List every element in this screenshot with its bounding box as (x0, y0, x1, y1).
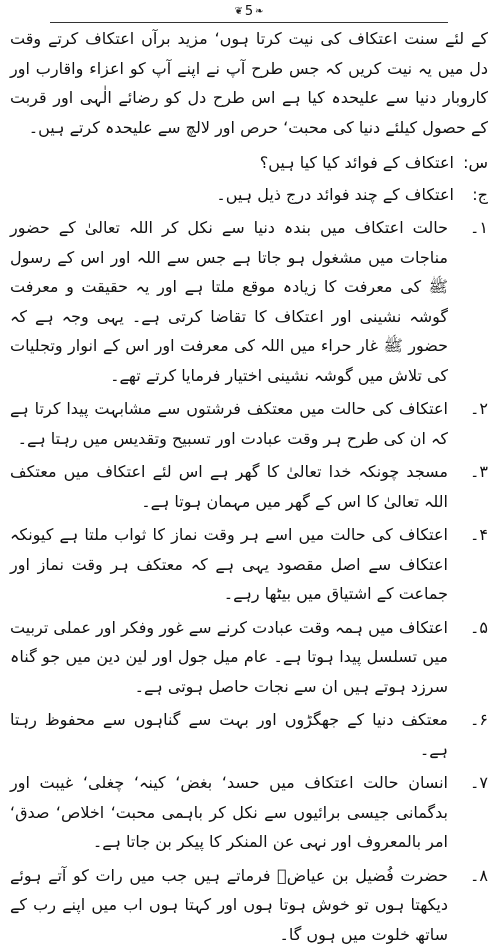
ornament-right-icon (255, 4, 263, 20)
page-number-box (230, 4, 267, 20)
answer-text: اعتکاف کے چند فوائد درج ذیل ہیں۔ (10, 180, 454, 210)
item-text: اعتکاف کی حالت میں اسے ہر وقت نماز کا ثواب ملتا ہے کیونکہ اعتکاف سے اصل مقصود یہی ہے کہ معتکف ہر وقت نماز اور جماعت کے اشتیاق میں بیٹھا رہے۔ (10, 520, 448, 609)
list-item (10, 705, 488, 764)
item-text: انسان حالت اعتکاف میں حسد‘ بغض‘ کینہ‘ چغلی‘ غیبت اور بدگمانی جیسی برائیوں سے نکل کر باہمی محبت‘ اخلاص‘ صدق‘ امر بالمعروف اور نہی عن المنکر کا پیکر بن جاتا ہے۔ (10, 768, 448, 857)
answer-row (10, 180, 488, 210)
list-item (10, 213, 488, 390)
list-item (10, 613, 488, 702)
list-item (10, 457, 488, 516)
item-text: حضرت فُضیل بن عیاضؒ فرماتے ہیں جب میں رات کو آتے ہوئے دیکھتا ہوں تو خوش ہوتا ہوں اور کہتا ہوں اب میں اپنے رب کے ساتھ خلوت میں ہوں گا۔ (10, 861, 448, 949)
list-item (10, 394, 488, 453)
item-text: حالت اعتکاف میں بندہ دنیا سے نکل کر اللہ تعالیٰ کے حضور مناجات میں مشغول ہو جاتا ہے جس سے اللہ اور اس کے رسول ﷺ کی معرفت کا زیادہ موقع ملتا ہے اور یہ حقیقت و معرفت گوشہ نشینی اور اعتکاف کا تقاضا کرتی ہے۔ یہی وجہ ہے کہ حضور ﷺ غار حراء میں اللہ کی معرفت اور اس کے انوار وتجلیات کی تلاش میں گوشہ نشینی اختیار فرمایا کرتے تھے۔ (10, 213, 448, 390)
item-number: ۷۔ (448, 768, 488, 857)
item-number: ۲۔ (448, 394, 488, 453)
question-text: اعتکاف کے فوائد کیا کیا ہیں؟ (10, 148, 454, 178)
item-text: مسجد چونکہ خدا تعالیٰ کا گھر ہے اس لئے اعتکاف میں معتکف اللہ تعالیٰ کا اس کے گھر میں مہمان ہوتا ہے۔ (10, 457, 448, 516)
item-number: ۴۔ (448, 520, 488, 609)
item-text: معتکف دنیا کے جھگڑوں اور بہت سے گناہوں سے محفوظ رہتا ہے۔ (10, 705, 448, 764)
item-number: ۶۔ (448, 705, 488, 764)
intro-paragraph: کے لئے سنت اعتکاف کی نیت کرتا ہوں‘ مزید برآں اعتکاف کرتے وقت دل میں یہ نیت کریں کہ جس طرح آپ نے اپنے آپ کو اعزاء واقارب اور کاروبار دنیا سے علیحدہ کیا ہے اس طرح دل کو رضائے الٰہی اور قربت کے حصول کیلئے دنیا کی محبت‘ حرص اور لالچ سے علیحدہ کرتے ہیں۔ (10, 24, 488, 142)
question-row (10, 148, 488, 178)
page-number: 5 (245, 4, 253, 20)
list-item (10, 768, 488, 857)
item-number: ۱۔ (448, 213, 488, 390)
item-text: اعتکاف میں ہمہ وقت عبادت کرنے سے غور وفکر اور عملی تربیت میں تسلسل پیدا ہوتا ہے۔ عام میل جول اور لین دین میں جو گناہ سرزد ہوتے ہیں ان سے نجات حاصل ہوتی ہے۔ (10, 613, 448, 702)
question-mark: س: (454, 148, 488, 178)
list-item (10, 861, 488, 949)
item-number: ۳۔ (448, 457, 488, 516)
header-rule (50, 22, 448, 23)
list-item (10, 520, 488, 609)
item-number: ۸۔ (448, 861, 488, 949)
answer-mark: ج: (454, 180, 488, 210)
item-number: ۵۔ (448, 613, 488, 702)
item-text: اعتکاف کی حالت میں معتکف فرشتوں سے مشابہت پیدا کرتا ہے کہ ان کی طرح ہر وقت عبادت اور تسبیح وتقدیس میں رہتا ہے۔ (10, 394, 448, 453)
ornament-left-icon (234, 4, 242, 20)
page-header (10, 0, 488, 24)
